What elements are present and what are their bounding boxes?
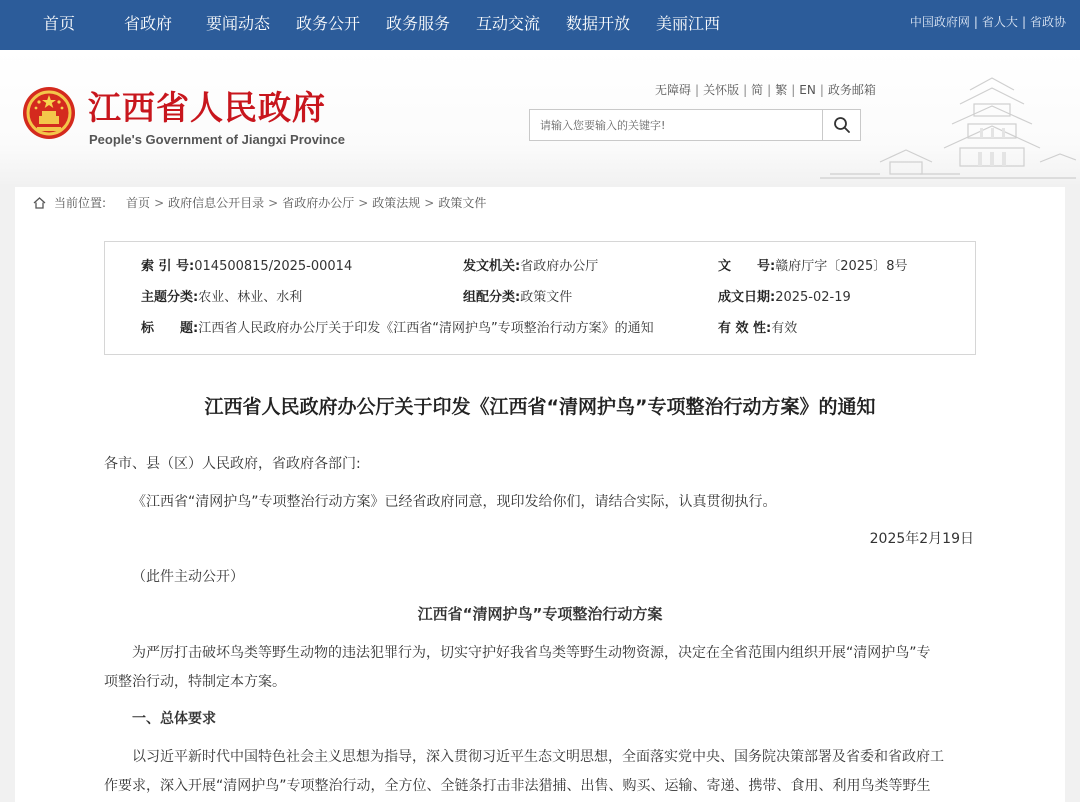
site-title[interactable]: 江西省人民政府 bbox=[88, 88, 326, 127]
meta-topic-label: 主题分类: bbox=[141, 290, 199, 305]
site-header bbox=[0, 50, 1080, 184]
meta-date-label: 成文日期: bbox=[718, 290, 776, 305]
issue-date: 2025年2月19日 bbox=[869, 531, 974, 547]
meta-docno-label: 文 号: bbox=[718, 259, 776, 274]
link-gov-mail[interactable]: 政务邮箱 bbox=[827, 83, 876, 97]
meta-index-label: 索 引 号: bbox=[141, 259, 195, 274]
meta-topic-value: 农业、林业、水利 bbox=[198, 290, 303, 305]
plan-subtitle: 江西省“清网护鸟”专项整治行动方案 bbox=[417, 605, 663, 623]
separator: | bbox=[1021, 15, 1026, 29]
site-subtitle: People's Government of Jiangxi Province bbox=[89, 132, 345, 147]
plan-paragraph-2-line-2: 作要求，深入开展“清网护鸟”专项整治行动，全方位、全链条打击非法猎捕、出售、购买、运输、寄递、携带、食用、利用鸟类等野生 bbox=[104, 778, 931, 794]
meta-docno-value: 赣府厅字〔2025〕8号 bbox=[775, 259, 908, 274]
separator: | bbox=[791, 83, 796, 97]
breadcrumb-home[interactable]: 首页 bbox=[126, 196, 151, 210]
link-china-gov[interactable]: 中国政府网 bbox=[909, 15, 970, 29]
top-nav-bar bbox=[0, 0, 1080, 50]
meta-title-value: 江西省人民政府办公厅关于印发《江西省“清网护鸟”专项整治行动方案》的通知 bbox=[198, 321, 654, 336]
separator: | bbox=[767, 83, 772, 97]
breadcrumb-separator: > bbox=[424, 196, 435, 210]
national-emblem-icon bbox=[22, 86, 76, 140]
breadcrumb bbox=[33, 196, 486, 210]
breadcrumb-separator: > bbox=[268, 196, 279, 210]
salutation: 各市、县（区）人民政府，省政府各部门: bbox=[104, 456, 361, 472]
nav-province-gov[interactable]: 省政府 bbox=[124, 14, 173, 33]
section-heading-1: 一、总体要求 bbox=[132, 711, 216, 727]
nav-gov-affairs-open[interactable]: 政务公开 bbox=[296, 14, 361, 33]
breadcrumb-policy-documents[interactable]: 政策文件 bbox=[438, 196, 487, 210]
nav-gov-services[interactable]: 政务服务 bbox=[386, 14, 451, 33]
meta-issuer bbox=[463, 259, 598, 275]
link-provincial-congress[interactable]: 省人大 bbox=[981, 15, 1018, 29]
meta-validity-value: 有效 bbox=[771, 321, 798, 336]
document-title: 江西省人民政府办公厅关于印发《江西省“清网护鸟”专项整治行动方案》的通知 bbox=[204, 396, 876, 418]
document-metadata-box bbox=[104, 241, 976, 355]
meta-validity bbox=[718, 321, 797, 337]
breadcrumb-gov-info-catalog[interactable]: 政府信息公开目录 bbox=[168, 196, 265, 210]
tengwang-pavilion-illustration bbox=[820, 70, 1076, 184]
meta-issuer-label: 发文机关: bbox=[463, 259, 521, 274]
separator: | bbox=[743, 83, 748, 97]
meta-index-value: 014500815/2025-00014 bbox=[194, 259, 353, 274]
home-icon bbox=[33, 197, 46, 209]
meta-category bbox=[463, 290, 572, 306]
meta-issuer-value: 省政府办公厅 bbox=[520, 259, 599, 274]
meta-date bbox=[718, 290, 851, 306]
plan-paragraph-2-line-1: 以习近平新时代中国特色社会主义思想为指导，深入贯彻习近平生态文明思想，全面落实党中央、国务院决策部署及省委和省政府工 bbox=[132, 749, 944, 765]
plan-paragraph-1-line-2: 项整治行动，特制定本方案。 bbox=[104, 674, 286, 690]
search-box bbox=[529, 109, 861, 141]
separator: | bbox=[819, 83, 824, 97]
nav-interaction[interactable]: 互动交流 bbox=[476, 14, 541, 33]
breadcrumb-label: 当前位置: bbox=[54, 196, 107, 210]
nav-beautiful-jiangxi[interactable]: 美丽江西 bbox=[656, 14, 721, 33]
meta-topic bbox=[141, 290, 302, 306]
separator: | bbox=[973, 15, 978, 29]
nav-news[interactable]: 要闻动态 bbox=[206, 14, 271, 33]
meta-title-label: 标 题: bbox=[141, 321, 199, 336]
separator: | bbox=[695, 83, 700, 97]
search-input[interactable] bbox=[530, 110, 822, 140]
meta-category-label: 组配分类: bbox=[463, 290, 521, 305]
disclosure-note: （此件主动公开） bbox=[132, 569, 244, 585]
breadcrumb-separator: > bbox=[154, 196, 165, 210]
link-traditional[interactable]: 繁 bbox=[775, 83, 788, 97]
body-paragraph-1: 《江西省“清网护鸟”专项整治行动方案》已经省政府同意，现印发给你们，请结合实际，认真贯彻执行。 bbox=[132, 494, 777, 510]
link-accessibility[interactable]: 无障碍 bbox=[655, 83, 692, 97]
plan-paragraph-1-line-1: 为严厉打击破坏鸟类等野生动物的违法犯罪行为，切实守护好我省鸟类等野生动物资源，决定在全省范围内组织开展“清网护鸟”专 bbox=[132, 645, 931, 661]
breadcrumb-policy-regulations[interactable]: 政策法规 bbox=[372, 196, 421, 210]
meta-date-value: 2025-02-19 bbox=[775, 290, 851, 305]
meta-index bbox=[141, 259, 352, 275]
meta-docno bbox=[718, 259, 908, 275]
meta-validity-label: 有 效 性: bbox=[718, 321, 772, 336]
breadcrumb-general-office[interactable]: 省政府办公厅 bbox=[282, 196, 355, 210]
link-simplified[interactable]: 简 bbox=[751, 83, 764, 97]
nav-home[interactable]: 首页 bbox=[43, 14, 76, 33]
content-panel bbox=[15, 187, 1065, 802]
link-care-version[interactable]: 关怀版 bbox=[703, 83, 740, 97]
link-provincial-cppcc[interactable]: 省政协 bbox=[1029, 15, 1066, 29]
meta-title bbox=[141, 321, 654, 337]
top-external-links bbox=[910, 14, 1066, 30]
breadcrumb-separator: > bbox=[358, 196, 369, 210]
nav-data-open[interactable]: 数据开放 bbox=[566, 14, 631, 33]
meta-category-value: 政策文件 bbox=[520, 290, 573, 305]
link-english[interactable]: EN bbox=[799, 83, 816, 97]
